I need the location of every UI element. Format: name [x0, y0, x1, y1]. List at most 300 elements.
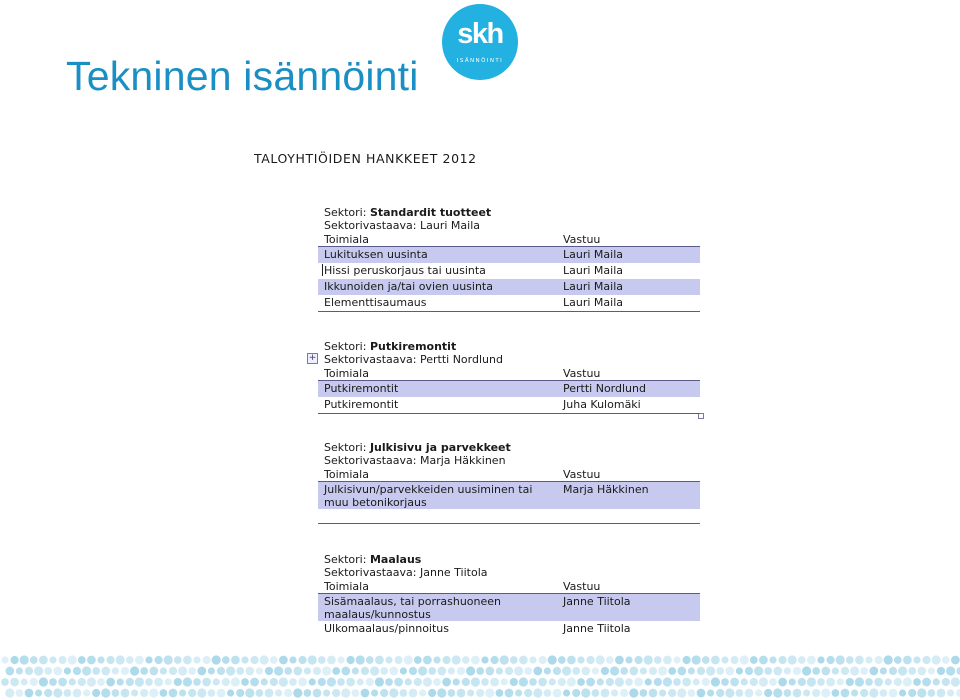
decorative-dot: [490, 678, 499, 687]
decorative-dot: [140, 689, 148, 697]
decorative-dot: [178, 666, 187, 675]
row-activity: [318, 482, 559, 509]
sector-prefix: Sektori:: [324, 340, 367, 353]
decorative-dot: [841, 689, 850, 698]
column-activity: Toimiala: [324, 580, 369, 593]
row-owner: Lauri Maila: [563, 280, 624, 293]
decorative-dot: [773, 667, 782, 676]
decorative-dot: [611, 689, 618, 696]
decorative-dot: [145, 678, 153, 686]
decorative-dot: [126, 678, 134, 686]
decorative-dot: [327, 656, 336, 665]
decorative-dot: [160, 667, 167, 674]
decorative-dot: [668, 689, 676, 697]
decorative-dot: [409, 689, 418, 698]
decorative-dot: [53, 667, 62, 676]
decorative-dot: [174, 678, 182, 686]
decorative-dot: [457, 667, 465, 675]
decorative-dot: [855, 656, 864, 665]
decorative-dot: [529, 656, 536, 663]
column-responsible: Vastuu: [563, 367, 601, 380]
table-row: [318, 381, 700, 397]
decorative-dot: [121, 689, 130, 698]
decorative-dot: [327, 677, 336, 686]
decorative-dot: [20, 655, 29, 664]
decorative-dot: [903, 656, 912, 665]
decorative-dot: [587, 656, 595, 664]
decorative-dot: [519, 656, 528, 665]
decorative-dot: [222, 678, 230, 686]
decorative-dot: [135, 656, 144, 665]
decorative-dot: [293, 688, 302, 697]
decorative-dot: [951, 677, 960, 686]
decorative-dot: [937, 689, 946, 698]
decorative-dot: [750, 678, 758, 686]
decorative-dot: [135, 677, 144, 686]
decorative-dot: [812, 667, 820, 675]
table-row-empty: [318, 509, 700, 524]
decorative-dot: [928, 667, 935, 674]
decorative-dot: [769, 656, 776, 663]
decorative-dot: [736, 667, 743, 674]
decorative-dot: [197, 667, 206, 676]
decorative-dot: [923, 656, 931, 664]
decorative-dot: [913, 656, 920, 663]
decorative-dot: [485, 667, 494, 676]
decorative-dot: [716, 667, 724, 675]
decorative-dot: [149, 667, 158, 676]
decorative-dot: [101, 688, 110, 697]
decorative-dot: [610, 666, 619, 675]
decorative-dot: [145, 656, 152, 663]
decorative-dot: [529, 678, 537, 686]
decorative-dot: [231, 656, 240, 665]
decorative-dot: [592, 667, 599, 674]
decorative-dot: [640, 689, 648, 697]
decorative-dot: [597, 678, 604, 685]
table-header: [318, 579, 700, 594]
decorative-dot: [826, 678, 835, 687]
table-row: [318, 397, 700, 414]
decorative-dot: [471, 656, 480, 665]
decorative-dot: [519, 677, 528, 686]
decorative-dot: [73, 667, 81, 675]
decorative-dot: [592, 689, 600, 697]
decorative-dot: [245, 667, 254, 676]
decorative-dot: [30, 678, 38, 686]
decorative-dot: [515, 689, 522, 696]
table-move-handle-icon[interactable]: +: [308, 353, 317, 363]
decorative-dot: [903, 677, 912, 686]
table-row: [318, 594, 700, 621]
decorative-dot: [491, 656, 499, 664]
sector-name: Maalaus: [369, 553, 422, 566]
decorative-dot: [112, 689, 120, 697]
decorative-dot: [898, 666, 907, 675]
decorative-dot: [789, 678, 796, 685]
row-activity-line: muu betonikorjaus: [324, 496, 427, 509]
decorative-dot: [241, 656, 248, 663]
decorative-dot-pattern: [0, 654, 960, 700]
decorative-dot: [466, 666, 475, 675]
row-owner: Marja Häkkinen: [563, 483, 649, 496]
row-activity-line: Sisämaalaus, tai porrashuoneen: [324, 595, 501, 608]
column-responsible: Vastuu: [563, 233, 601, 246]
decorative-dot: [688, 667, 695, 674]
decorative-dot: [188, 667, 196, 675]
decorative-dot: [433, 656, 440, 663]
sector-responsible-line: [318, 566, 700, 579]
decorative-dot: [745, 667, 753, 675]
decorative-dot: [462, 678, 470, 686]
decorative-dot: [476, 689, 484, 697]
decorative-dot: [894, 678, 902, 686]
row-activity: Hissi peruskorjaus tai uusinta: [324, 264, 486, 277]
decorative-dot: [711, 677, 720, 686]
decorative-dot: [395, 656, 403, 664]
sector-heading: [318, 340, 700, 353]
decorative-dot: [59, 656, 67, 664]
decorative-dot: [899, 689, 906, 696]
decorative-dot: [442, 678, 451, 687]
decorative-dot: [688, 689, 696, 697]
decorative-dot: [357, 678, 364, 685]
decorative-dot: [208, 667, 215, 674]
decorative-dot: [817, 678, 825, 686]
responsible-prefix: Sektorivastaava:: [324, 454, 417, 467]
decorative-dot: [414, 656, 422, 664]
decorative-dot: [778, 678, 787, 687]
decorative-dot: [260, 655, 269, 664]
decorative-dot: [304, 689, 312, 697]
decorative-dot: [821, 667, 830, 676]
column-activity: Toimiala: [324, 233, 369, 246]
decorative-dot: [337, 678, 345, 686]
decorative-dot: [702, 656, 710, 664]
decorative-dot: [437, 688, 446, 697]
decorative-dot: [917, 667, 926, 676]
sector-responsible-line: [318, 353, 700, 366]
decorative-dot: [318, 678, 326, 686]
decorative-dot: [821, 688, 830, 697]
decorative-dot: [169, 689, 178, 698]
decorative-dot: [179, 689, 186, 696]
decorative-dot: [419, 689, 426, 696]
decorative-dot: [741, 678, 748, 685]
decorative-dot: [682, 678, 691, 687]
decorative-dot: [39, 656, 48, 665]
decorative-dot: [697, 689, 706, 698]
decorative-dot: [453, 678, 460, 685]
decorative-dot: [481, 678, 489, 686]
decorative-dot: [107, 656, 115, 664]
decorative-dot: [64, 667, 71, 674]
column-activity: Toimiala: [324, 367, 369, 380]
decorative-dot: [865, 656, 872, 663]
decorative-dot: [217, 667, 225, 675]
logo-subtitle: ISÄNNÖINTI: [456, 58, 504, 64]
decorative-dot: [462, 656, 470, 664]
decorative-dot: [289, 656, 296, 663]
decorative-dot: [706, 666, 715, 675]
decorative-dot: [533, 688, 542, 697]
decorative-dot: [850, 666, 859, 675]
sector-responsible: Marja Häkkinen: [419, 454, 506, 467]
decorative-dot: [169, 667, 177, 675]
decorative-dot: [332, 689, 340, 697]
decorative-dot: [394, 678, 403, 687]
decorative-dot: [793, 667, 801, 675]
decorative-dot: [677, 667, 686, 676]
decorative-dot: [745, 689, 754, 698]
decorative-dot: [759, 656, 768, 665]
decorative-dot: [44, 689, 52, 697]
decorative-dot: [716, 689, 724, 697]
decorative-dot: [874, 678, 883, 687]
decorative-dot: [505, 689, 514, 698]
decorative-dot: [649, 689, 658, 698]
row-activity: [318, 594, 559, 621]
decorative-dot: [116, 655, 125, 664]
decorative-dot: [869, 688, 878, 697]
decorative-dot: [261, 678, 268, 685]
sector-pipe-renovations: [318, 340, 700, 414]
decorative-dot: [414, 678, 422, 686]
decorative-dot: [846, 656, 854, 664]
sector-responsible: Pertti Nordlund: [419, 353, 503, 366]
decorative-dot: [405, 678, 412, 685]
sector-name: Putkiremontit: [369, 340, 457, 353]
table-header: [318, 232, 700, 247]
decorative-dot: [341, 667, 350, 676]
decorative-dot: [25, 667, 33, 675]
decorative-dot: [860, 689, 868, 697]
sector-responsible-line: [318, 454, 700, 467]
decorative-dot: [812, 689, 820, 697]
decorative-dot: [725, 667, 734, 676]
decorative-dot: [11, 656, 19, 664]
decorative-dot: [236, 667, 244, 675]
row-owner: Pertti Nordlund: [563, 382, 646, 395]
decorative-dot: [457, 689, 466, 698]
decorative-dot: [323, 689, 330, 696]
decorative-dot: [932, 655, 941, 664]
decorative-dot: [298, 678, 307, 687]
decorative-dot: [620, 689, 628, 697]
decorative-dot: [553, 689, 562, 698]
decorative-dot: [366, 656, 374, 664]
decorative-dot: [798, 656, 806, 664]
decorative-dot: [213, 678, 220, 685]
decorative-dot: [837, 678, 844, 685]
decorative-dot: [659, 689, 666, 696]
decorative-dot: [149, 688, 158, 697]
decorative-dot: [356, 655, 365, 664]
decorative-dot: [880, 667, 887, 674]
decorative-dot: [553, 667, 561, 675]
decorative-dot: [375, 656, 384, 665]
decorative-dot: [270, 678, 278, 686]
decorative-dot: [658, 666, 667, 675]
decorative-dot: [615, 677, 624, 686]
decorative-dot: [92, 689, 100, 697]
decorative-dot: [337, 656, 344, 663]
row-owner: Lauri Maila: [563, 264, 624, 277]
decorative-dot: [725, 688, 734, 697]
decorative-dot: [933, 678, 940, 685]
decorative-dot: [951, 656, 960, 665]
decorative-dot: [596, 655, 605, 664]
row-owner: Lauri Maila: [563, 248, 624, 261]
decorative-dot: [645, 678, 652, 685]
decorative-dot: [764, 689, 772, 697]
decorative-dot: [92, 667, 100, 675]
decorative-dot: [567, 677, 576, 686]
decorative-dot: [481, 656, 488, 663]
sector-heading: [318, 441, 700, 454]
decorative-dot: [251, 656, 259, 664]
decorative-dot: [505, 667, 513, 675]
decorative-dot: [352, 667, 359, 674]
decorative-dot: [500, 655, 509, 664]
decorative-dot: [409, 667, 417, 675]
row-owner: Lauri Maila: [563, 296, 624, 309]
decorative-dot: [130, 666, 139, 675]
column-responsible: Vastuu: [563, 580, 601, 593]
decorative-dot: [35, 689, 42, 696]
decorative-dot: [692, 655, 701, 664]
decorative-dot: [501, 678, 508, 685]
decorative-dot: [16, 689, 24, 697]
row-owner: Janne Tiitola: [563, 595, 631, 608]
responsible-prefix: Sektorivastaava:: [324, 219, 417, 232]
decorative-dot: [274, 666, 283, 675]
table-row: [318, 247, 700, 263]
decorative-dot: [231, 677, 240, 686]
decorative-dot: [5, 688, 14, 697]
decorative-dot: [183, 656, 192, 665]
decorative-dot: [380, 667, 388, 675]
row-activity: Elementtisaumaus: [324, 296, 427, 309]
decorative-dot: [418, 666, 427, 675]
decorative-dot: [256, 689, 264, 697]
decorative-dot: [428, 667, 436, 675]
decorative-dot: [304, 667, 311, 674]
decorative-dot: [577, 678, 585, 686]
decorative-dot: [928, 689, 936, 697]
decorative-dot: [913, 678, 921, 686]
decorative-dot: [549, 678, 556, 685]
decorative-dot: [788, 655, 797, 664]
decorative-dot: [471, 677, 480, 686]
decorative-dot: [265, 667, 273, 675]
decorative-dot: [322, 666, 331, 675]
decorative-dot: [270, 656, 278, 664]
decorative-dot: [1, 678, 9, 686]
decorative-dot: [164, 655, 173, 664]
row-activity-line: Julkisivun/parvekkeiden uusiminen tai: [324, 483, 533, 496]
decorative-dot: [126, 656, 134, 664]
decorative-dot: [361, 689, 370, 698]
responsible-prefix: Sektorivastaava:: [324, 353, 417, 366]
decorative-dot: [496, 689, 504, 697]
decorative-dot: [284, 689, 292, 697]
decorative-dot: [606, 656, 614, 664]
decorative-dot: [922, 678, 931, 687]
decorative-dot: [197, 688, 206, 697]
decorative-dot: [347, 656, 355, 664]
decorative-dot: [827, 656, 835, 664]
decorative-dot: [649, 667, 657, 675]
logo-mark: skh: [457, 18, 503, 50]
decorative-dot: [755, 689, 762, 696]
decorative-dot: [433, 678, 441, 686]
decorative-dot: [673, 678, 681, 686]
decorative-dot: [625, 678, 633, 686]
decorative-dot: [332, 667, 340, 675]
decorative-dot: [53, 688, 62, 697]
decorative-dot: [227, 689, 234, 696]
decorative-dot: [731, 656, 739, 664]
responsible-prefix: Sektorivastaava:: [324, 566, 417, 579]
decorative-dot: [917, 688, 926, 697]
decorative-dot: [5, 667, 14, 676]
decorative-dot: [39, 677, 48, 686]
decorative-dot: [817, 656, 824, 663]
decorative-dot: [341, 688, 350, 697]
decorative-dot: [400, 689, 408, 697]
decorative-dot: [946, 666, 955, 675]
decorative-dot: [165, 678, 172, 685]
decorative-dot: [437, 667, 446, 676]
decorative-dot: [889, 667, 897, 675]
skh-logo: [442, 4, 518, 80]
decorative-dot: [730, 678, 739, 687]
decorative-dot: [562, 666, 571, 675]
decorative-dot: [581, 688, 590, 697]
table-header: [318, 366, 700, 381]
decorative-dot: [802, 666, 811, 675]
decorative-dot: [807, 656, 816, 665]
sector-responsible-line: [318, 219, 700, 232]
decorative-dot: [112, 667, 119, 674]
decorative-dot: [174, 656, 182, 664]
decorative-dot: [634, 678, 643, 687]
decorative-dot: [380, 689, 388, 697]
decorative-dot: [25, 689, 34, 698]
table-header: [318, 467, 700, 482]
decorative-dot: [289, 678, 297, 686]
decorative-dot: [773, 688, 782, 697]
decorative-dot: [779, 656, 787, 664]
decorative-dot: [538, 678, 547, 687]
decorative-dot: [855, 677, 864, 686]
decorative-dot: [577, 656, 584, 663]
sector-heading: [318, 553, 700, 566]
decorative-dot: [784, 689, 792, 697]
decorative-dot: [572, 667, 580, 675]
decorative-dot: [428, 689, 436, 697]
decorative-dot: [1, 656, 8, 663]
decorative-dot: [250, 678, 259, 687]
decorative-dot: [567, 656, 576, 665]
decorative-dot: [894, 656, 902, 664]
table-row: [318, 279, 700, 295]
decorative-dot: [97, 656, 104, 663]
decorative-dot: [544, 667, 551, 674]
decorative-dot: [889, 689, 898, 698]
decorative-dot: [510, 678, 518, 686]
